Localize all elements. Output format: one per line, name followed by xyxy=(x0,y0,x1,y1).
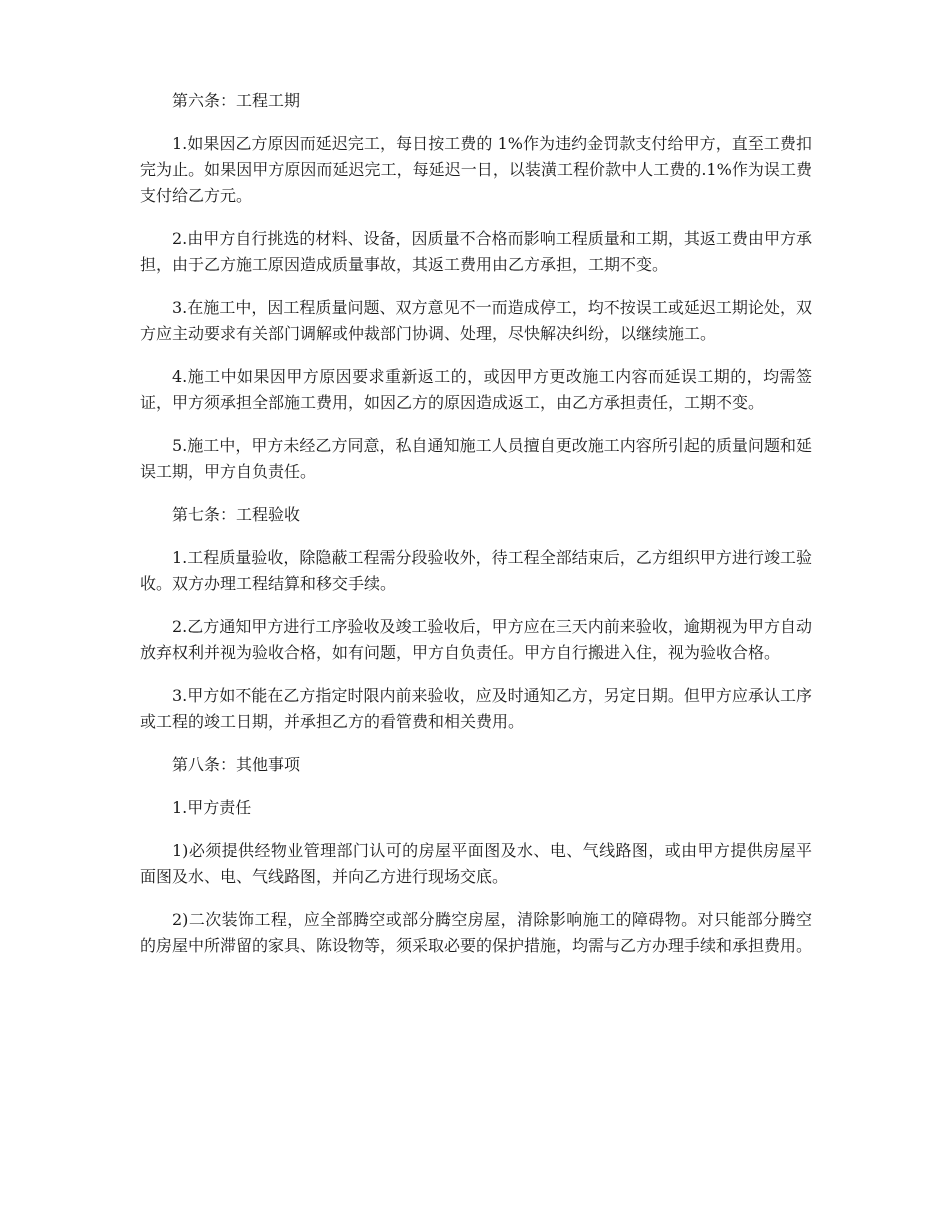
clause-8-1-2: 2)二次装饰工程，应全部腾空或部分腾空房屋，清除影响施工的障碍物。对只能部分腾空的房屋中所滞留的家具、陈设物等，须采取必要的保护措施，均需与乙方办理手续和承担费用。 xyxy=(140,910,813,955)
section-heading-6: 第六条：工程工期 xyxy=(172,91,301,110)
clause-6-1: 1.如果因乙方原因而延迟完工，每日按工费的 1%作为违约金罚款支付给甲方，直至工费扣完为止。如果因甲方原因而延迟完工，每延迟一日，以装潢工程价款中人工费的.1%作为误工费支付给乙方元。 xyxy=(140,134,812,205)
section-heading-7: 第七条：工程验收 xyxy=(172,505,301,524)
clause-6-3: 3.在施工中，因工程质量问题、双方意见不一而造成停工，均不按误工或延迟工期论处，双方应主动要求有关部门调解或仲裁部门协调、处理，尽快解决纠纷，以继续施工。 xyxy=(140,298,812,343)
clause-7-2: 2.乙方通知甲方进行工序验收及竣工验收后，甲方应在三天内前来验收，逾期视为甲方自动放弃权利并视为验收合格，如有问题，甲方自负责任。甲方自行搬进入住，视为验收合格。 xyxy=(140,617,812,662)
clause-6-5: 5.施工中，甲方未经乙方同意，私自通知施工人员擅自更改施工内容所引起的质量问题和延误工期，甲方自负责任。 xyxy=(140,436,812,481)
clause-6-4: 4.施工中如果因甲方原因要求重新返工的，或因甲方更改施工内容而延误工期的，均需签证，甲方须承担全部施工费用，如因乙方的原因造成返工，由乙方承担责任，工期不变。 xyxy=(140,367,812,412)
clause-8-1-1: 1)必须提供经物业管理部门认可的房屋平面图及水、电、气线路图，或由甲方提供房屋平面图及水、电、气线路图，并向乙方进行现场交底。 xyxy=(140,841,812,886)
clause-6-2: 2.由甲方自行挑选的材料、设备，因质量不合格而影响工程质量和工期，其返工费由甲方承担，由于乙方施工原因造成质量事故，其返工费用由乙方承担，工期不变。 xyxy=(140,229,812,274)
document-page xyxy=(140,88,812,976)
clause-7-3: 3.甲方如不能在乙方指定时限内前来验收，应及时通知乙方，另定日期。但甲方应承认工序或工程的竣工日期，并承担乙方的看管费和相关费用。 xyxy=(140,686,812,731)
section-heading-8: 第八条：其他事项 xyxy=(172,755,301,774)
clause-7-1: 1.工程质量验收，除隐蔽工程需分段验收外，待工程全部结束后，乙方组织甲方进行竣工验收。双方办理工程结算和移交手续。 xyxy=(140,548,812,593)
subheading-party-a-duties: 1.甲方责任 xyxy=(172,798,252,817)
